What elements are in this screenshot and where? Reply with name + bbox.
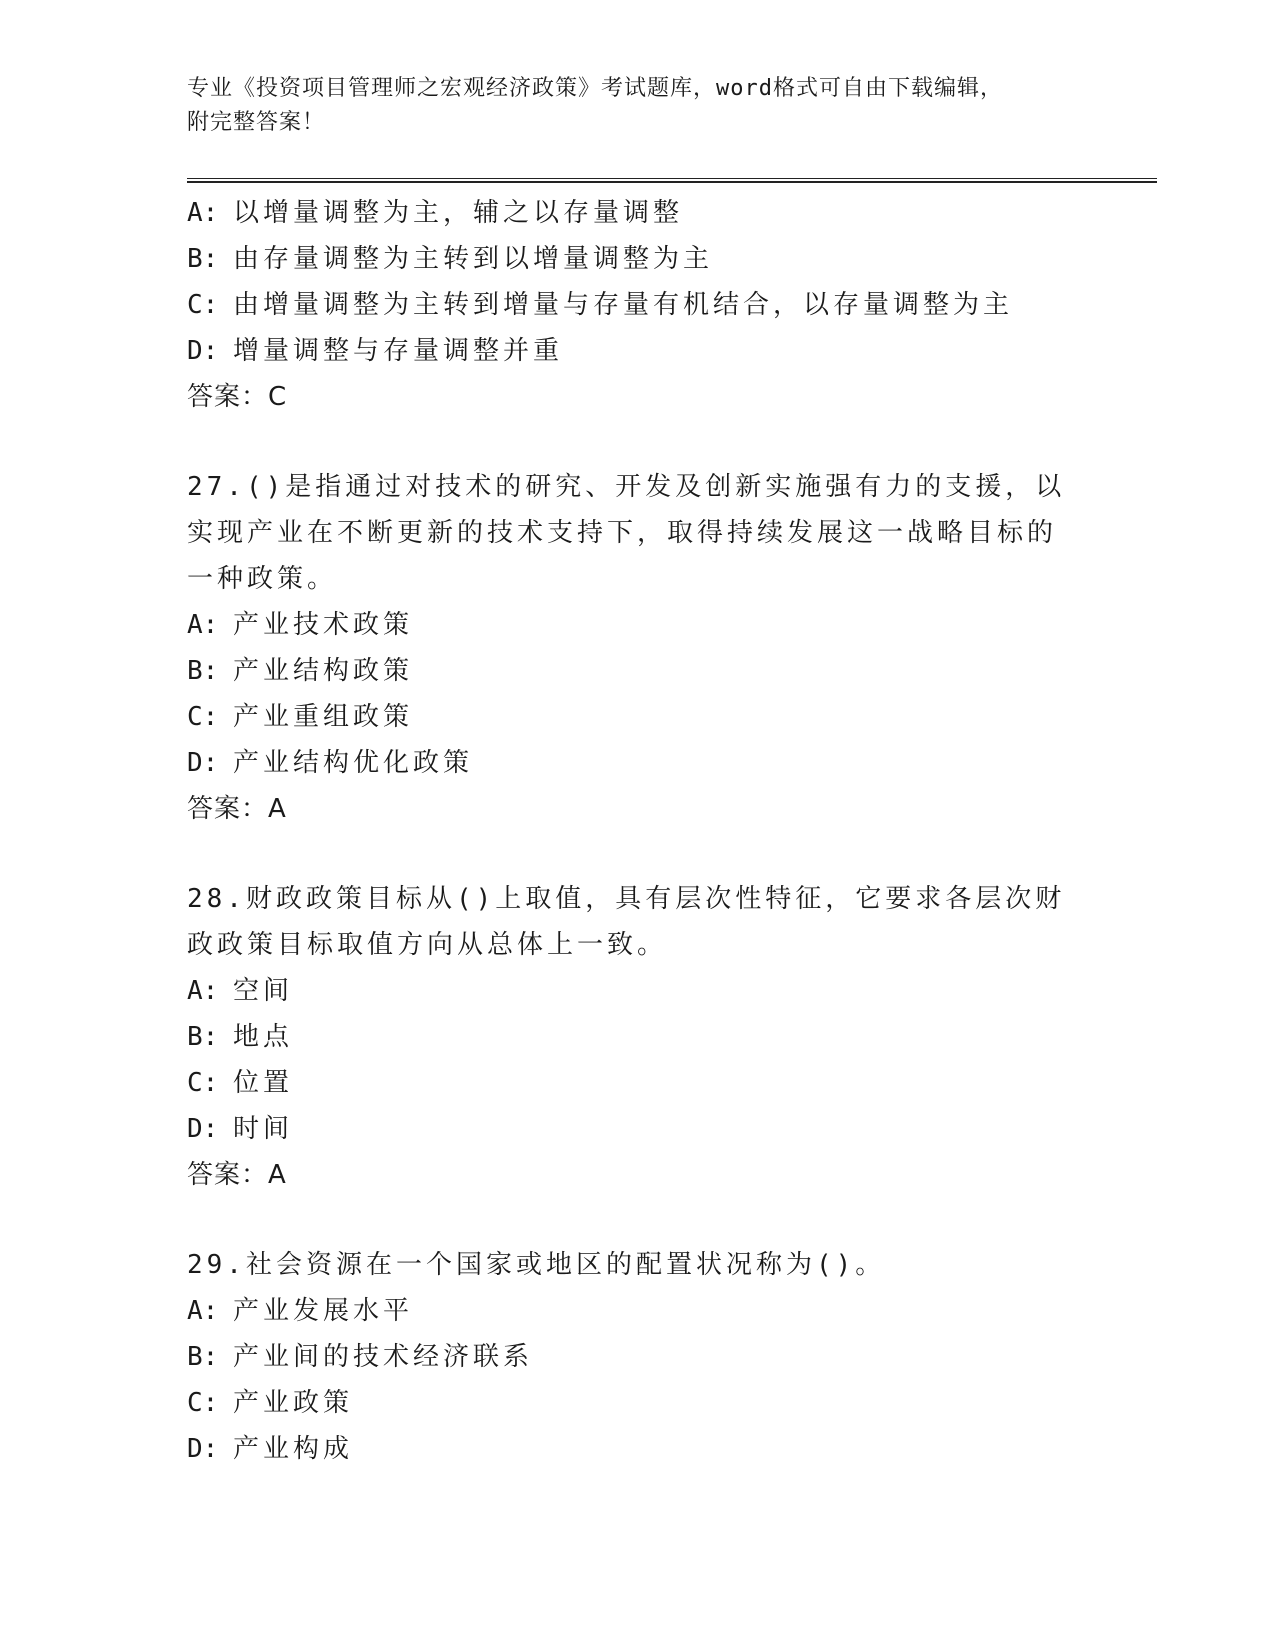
option-d [187, 328, 1087, 374]
question-block-29 [187, 1242, 1087, 1472]
option-a [187, 1288, 1087, 1334]
question-block-26 [187, 190, 1087, 420]
option-text: 产业构成 [233, 1434, 354, 1464]
option-b [187, 1334, 1087, 1380]
option-b [187, 236, 1087, 282]
option-d [187, 740, 1087, 786]
question-block-28 [187, 876, 1087, 1198]
option-c [187, 282, 1087, 328]
option-c [187, 694, 1087, 740]
option-text: 产业结构政策 [233, 656, 414, 686]
option-b [187, 1014, 1087, 1060]
header-line-1: 专业《投资项目管理师之宏观经济政策》考试题库，word格式可自由下载编辑， [187, 76, 1003, 101]
option-label: C: [187, 702, 219, 732]
option-label: A: [187, 976, 219, 1006]
option-label: C: [187, 1068, 219, 1098]
option-label: A: [187, 198, 219, 228]
option-c [187, 1060, 1087, 1106]
option-text: 空间 [233, 976, 294, 1006]
option-label: B: [187, 1342, 219, 1372]
option-text: 时间 [233, 1114, 294, 1144]
answer-line: 答案：A [187, 1160, 287, 1190]
option-text: 产业结构优化政策 [233, 748, 474, 778]
option-label: C: [187, 290, 219, 320]
option-label: C: [187, 1388, 219, 1418]
option-text: 以增量调整为主，辅之以存量调整 [233, 198, 684, 228]
option-label: D: [187, 336, 219, 366]
option-label: B: [187, 244, 219, 274]
header-divider [187, 178, 1157, 183]
option-c [187, 1380, 1087, 1426]
option-label: D: [187, 1114, 219, 1144]
spacer [187, 832, 1087, 876]
option-label: D: [187, 748, 219, 778]
question-stem: 29.社会资源在一个国家或地区的配置状况称为()。 [187, 1250, 886, 1280]
option-text: 位置 [233, 1068, 294, 1098]
option-text: 产业发展水平 [233, 1296, 414, 1326]
question-block-27 [187, 464, 1087, 832]
answer-line: 答案：A [187, 794, 287, 824]
document-page [187, 0, 1167, 1650]
option-text: 产业政策 [233, 1388, 354, 1418]
header-line-2: 附完整答案！ [187, 110, 326, 135]
option-d [187, 1426, 1087, 1472]
option-b [187, 648, 1087, 694]
option-text: 由存量调整为主转到以增量调整为主 [233, 244, 714, 274]
option-text: 由增量调整为主转到增量与存量有机结合，以存量调整为主 [233, 290, 1014, 320]
option-a [187, 190, 1087, 236]
answer-line: 答案：C [187, 382, 288, 412]
spacer [187, 1198, 1087, 1242]
option-label: A: [187, 1296, 219, 1326]
option-text: 地点 [233, 1022, 294, 1052]
question-stem: 27.()是指通过对技术的研究、开发及创新实施强有力的支援，以实现产业在不断更新的技术支持下，取得持续发展这一战略目标的一种政策。 [187, 472, 1066, 594]
option-label: D: [187, 1434, 219, 1464]
option-label: B: [187, 656, 219, 686]
option-a [187, 968, 1087, 1014]
option-text: 产业重组政策 [233, 702, 414, 732]
spacer [187, 420, 1087, 464]
question-list [187, 190, 1087, 1472]
document-header [187, 72, 1047, 140]
option-text: 增量调整与存量调整并重 [233, 336, 564, 366]
option-label: B: [187, 1022, 219, 1052]
option-text: 产业技术政策 [233, 610, 414, 640]
option-text: 产业间的技术经济联系 [233, 1342, 534, 1372]
question-stem: 28.财政政策目标从()上取值，具有层次性特征，它要求各层次财政政策目标取值方向从总体上一致。 [187, 884, 1066, 960]
option-label: A: [187, 610, 219, 640]
option-a [187, 602, 1087, 648]
option-d [187, 1106, 1087, 1152]
